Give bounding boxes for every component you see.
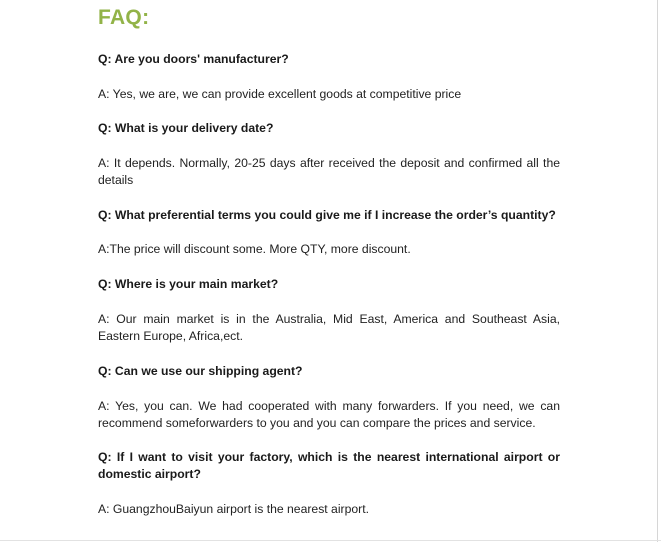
faq-answer-6: A: GuangzhouBaiyun airport is the nearest airport. [98,502,369,516]
faq-title: FAQ: [98,6,150,29]
faq-answer-1: A: Yes, we are, we can provide excellent goods at competitive price [98,87,462,101]
faq-answer-4: A: Our main market is in the Australia, Mid East, America and Southeast Asia, Eastern Europe, Africa,ect. [98,312,560,343]
page-edge-divider [657,0,658,542]
faq-question-5: Q: Can we use our shipping agent? [98,364,303,378]
faq-question-4: Q: Where is your main market? [98,277,279,291]
faq-answer-2: A: It depends. Normally, 20-25 days after received the deposit and confirmed all the details [98,156,560,187]
faq-answer-5: A: Yes, you can. We had cooperated with many forwarders. If you need, we can recommend someforwarders to you and you can compare the prices and service. [98,399,560,430]
faq-question-6: Q: If I want to visit your factory, which is the nearest international airport or domestic airport? [98,450,560,481]
faq-question-3: Q: What preferential terms you could give me if I increase the order’s quantity? [98,208,556,222]
faq-answer-3: A:The price will discount some. More QTY, more discount. [98,242,411,256]
faq-question-1: Q: Are you doors' manufacturer? [98,52,289,66]
page-bottom-divider [0,540,661,541]
faq-question-2: Q: What is your delivery date? [98,121,274,135]
